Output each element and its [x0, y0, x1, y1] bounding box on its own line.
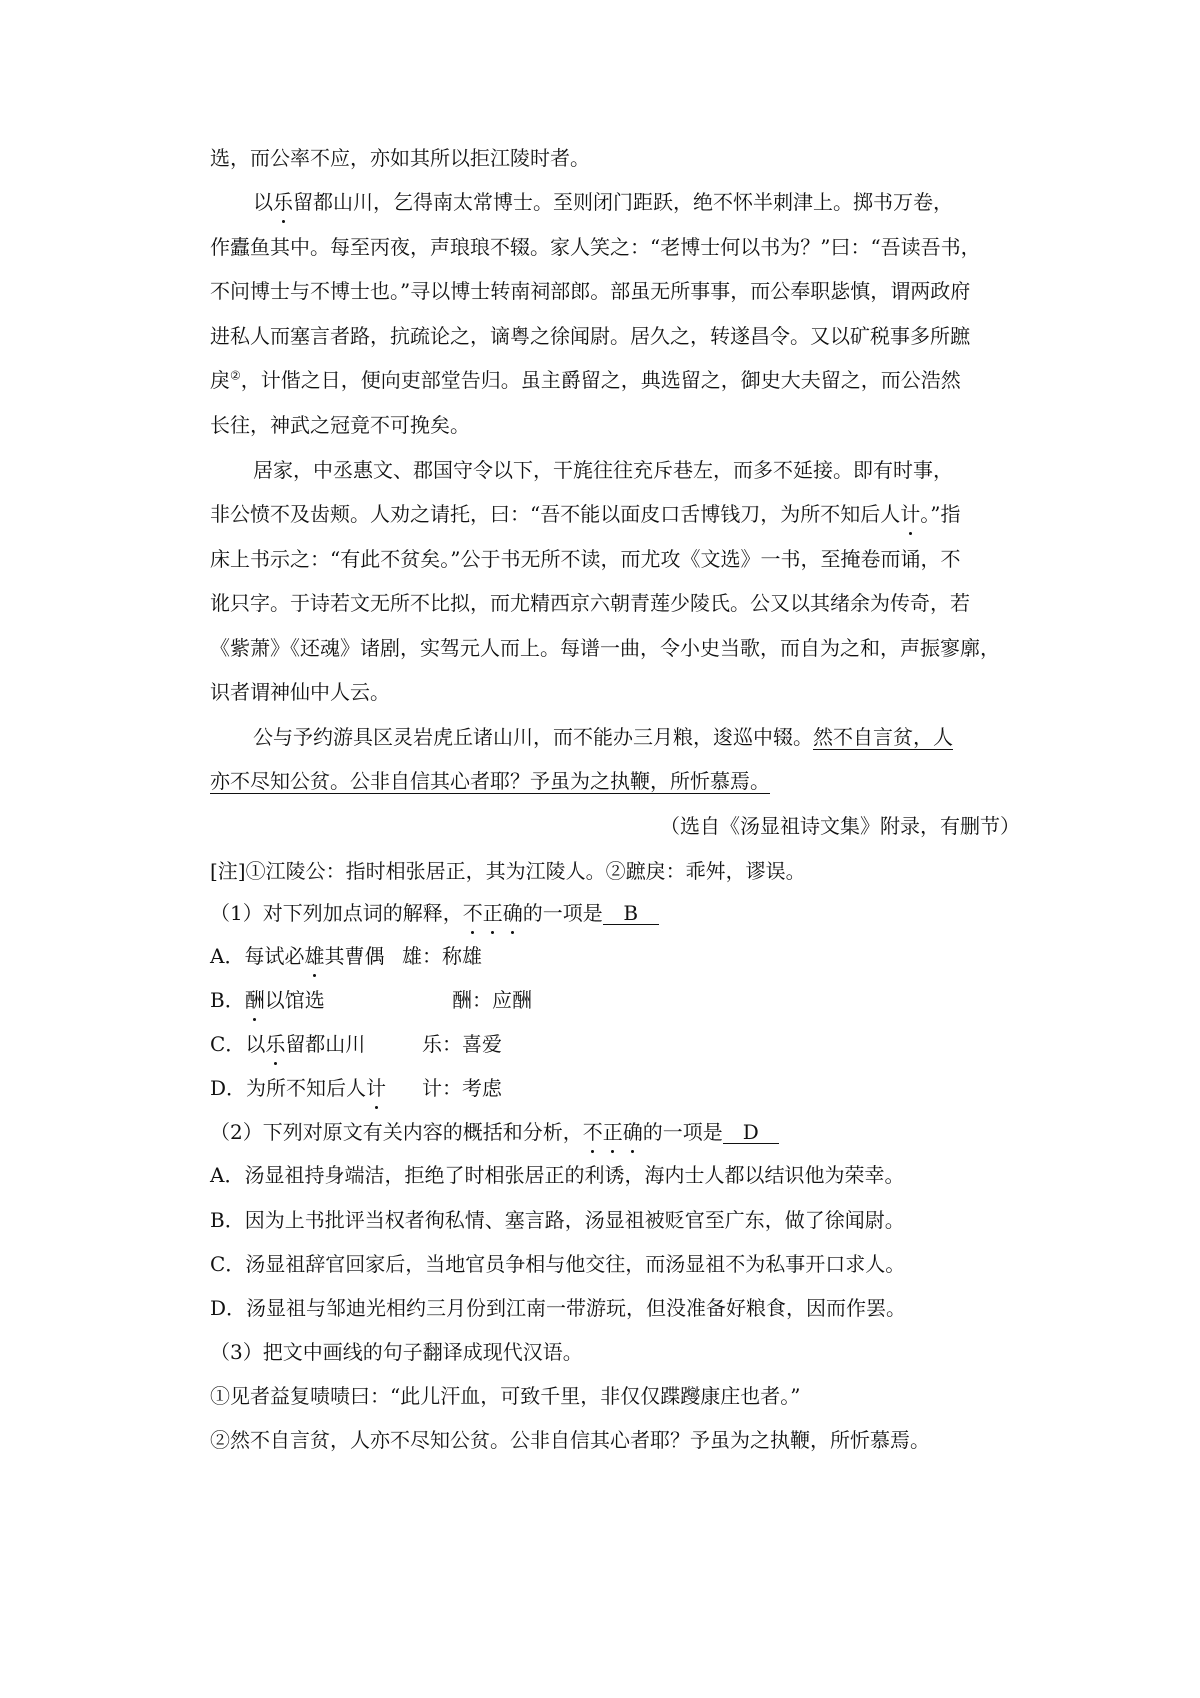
emphasis-dot-char: 乐 — [273, 187, 293, 217]
emphasis-dot-char: 计 — [366, 1073, 386, 1103]
option-c: C．以乐留都山川 乐：喜爱 — [210, 1029, 1030, 1059]
passage-line: 进私人而塞言者路，抗疏论之，谪粤之徐闻尉。居久之，转遂昌令。又以矿税事多所蹠 — [210, 324, 970, 348]
passage-line: 戾②，计偕之日，便向吏部堂告归。虽主爵留之，典选留之，御史大夫留之，而公浩然 — [210, 368, 961, 392]
answer-blank: B — [603, 902, 659, 925]
passage-line: 选，而公率不应，亦如其所以拒江陵时者。 — [210, 146, 590, 170]
emphasis-dot-char: 雄 — [304, 941, 324, 971]
emphasis-dot-char: 正 — [603, 1117, 623, 1147]
passage-line: 以乐留都山川，乞得南太常博士。至则闭门距跃，绝不怀半刺津上。掷书万卷， — [253, 187, 1030, 217]
option-a: A．汤显祖持身端洁，拒绝了时相张居正的利诱，海内士人都以结识他为荣幸。 — [210, 1163, 905, 1187]
option-gloss: 雄：称雄 — [402, 944, 482, 968]
option-d: D．汤显祖与邹迪光相约三月份到江南一带游玩，但没准备好粮食，因而作罢。 — [210, 1296, 907, 1320]
option-a: A．每试必雄其曹偶 雄：称雄 — [210, 941, 1030, 971]
option-d: D．为所不知后人计 计：考虑 — [210, 1073, 1030, 1103]
footnote-marker: ② — [230, 368, 241, 383]
passage-line: 讹只字。于诗若文无所不比拟，而尤精西京六朝青莲少陵氏。公又以其绪余为传奇，若 — [210, 591, 970, 615]
passage-line: 公与予约游具区灵岩虎丘诸山川，而不能办三月粮，逡巡中辍。然不自言贫，人 — [253, 725, 953, 749]
emphasis-dot-char: 不 — [583, 1117, 603, 1147]
translation-item: ②然不自言贫，人亦不尽知公贫。公非自信其心者耶？予虽为之执鞭，所忻慕焉。 — [210, 1428, 930, 1452]
passage-line: 床上书示之：“有此不贫矣。”公于书无所不读，而尤攻《文选》一书，至掩卷而诵，不 — [210, 547, 961, 571]
underlined-sentence: 然不自言贫，人 — [813, 725, 953, 749]
underlined-sentence: 亦不尽知公贫。公非自信其心者耶？予虽为之执鞭，所忻慕焉。 — [210, 769, 770, 793]
option-c: C．汤显祖辞官回家后，当地官员争相与他交往，而汤显祖不为私事开口求人。 — [210, 1252, 906, 1276]
option-gloss: 酬：应酬 — [452, 988, 532, 1012]
passage-line — [210, 766, 1030, 796]
footnote: [注]①江陵公：指时相张居正，其为江陵人。②蹠戾：乖舛，谬误。 — [210, 859, 806, 883]
emphasis-dot-char: 正 — [483, 898, 503, 928]
answer-blank: D — [723, 1121, 779, 1144]
question-2-stem: （2）下列对原文有关内容的概括和分析，不正确的一项是 D — [210, 1117, 1030, 1147]
emphasis-dot-char: 计 — [900, 499, 920, 529]
passage-line: 非公愤不及齿颊。人劝之请托，曰：“吾不能以面皮口舌博钱刀，为所不知后人计。”指 — [210, 499, 1030, 529]
passage-line: 居家，中丞惠文、郡国守令以下，干旄往往充斥巷左，而多不延接。即有时事， — [253, 458, 953, 482]
passage-line: 作蠹鱼其中。每至丙夜，声琅琅不辍。家人笑之：“老博士何以书为？”曰：“吾读吾书， — [210, 235, 981, 259]
emphasis-dot-char: 乐 — [265, 1029, 285, 1059]
emphasis-dot-char: 酬 — [245, 985, 265, 1015]
question-3-stem: （3）把文中画线的句子翻译成现代汉语。 — [210, 1340, 583, 1364]
emphasis-dot-char: 确 — [503, 898, 523, 928]
source-citation: （选自《汤显祖诗文集》附录，有删节） — [660, 814, 1020, 838]
translation-item: ①见者益复啧啧曰：“此儿汗血，可致千里，非仅仅蹀躞康庄也者。” — [210, 1384, 801, 1408]
passage-line: 长往，神武之冠竟不可挽矣。 — [210, 413, 470, 437]
option-b: B．酬以馆选 酬：应酬 — [210, 985, 1030, 1015]
passage-line: 不问博士与不博士也。”寻以博士转南祠部郎。部虽无所事事，而公奉职毖慎，谓两政府 — [210, 279, 971, 303]
question-1-stem: （1）对下列加点词的解释，不正确的一项是 B — [210, 898, 1030, 928]
emphasis-dot-char: 确 — [623, 1117, 643, 1147]
passage-line: 识者谓神仙中人云。 — [210, 680, 390, 704]
option-b: B．因为上书批评当权者徇私情、塞言路，汤显祖被贬官至广东，做了徐闻尉。 — [210, 1208, 905, 1232]
option-gloss: 计：考虑 — [422, 1076, 502, 1100]
passage-line: 《紫萧》《还魂》诸剧，实驾元人而上。每谱一曲，令小史当歌，而自为之和，声振寥廓， — [210, 636, 1000, 660]
emphasis-dot-char: 不 — [463, 898, 483, 928]
option-gloss: 乐：喜爱 — [422, 1032, 502, 1056]
